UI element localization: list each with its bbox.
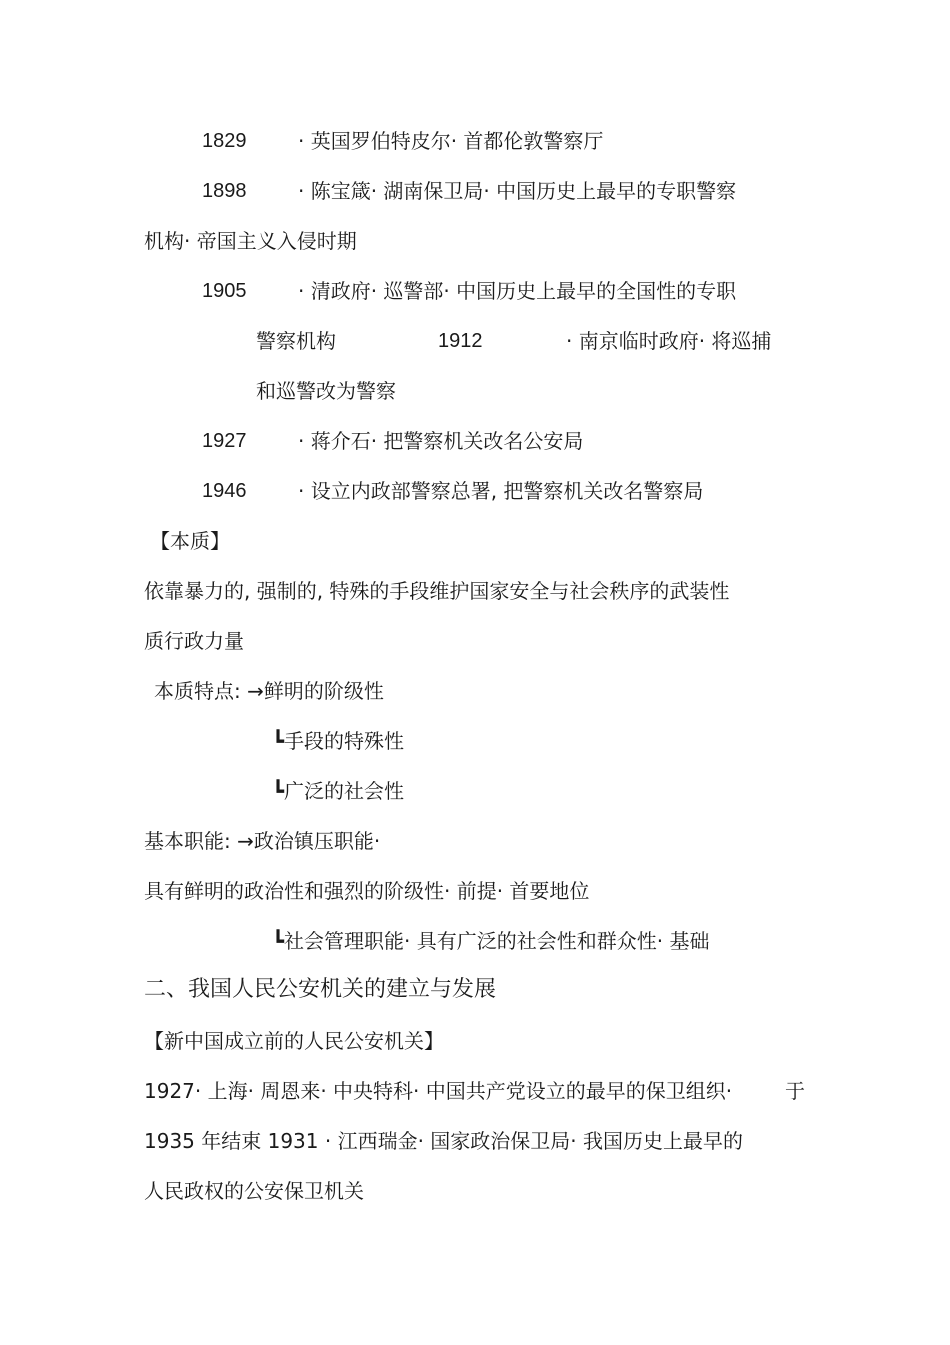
year-1829: 1829 — [202, 130, 247, 152]
nature-features-label: 本质特点: →鲜明的阶级性 — [154, 679, 384, 703]
nature-feature-2: ┗手段的特殊性 — [272, 729, 405, 753]
section-paragraph-1: 1927· 上海· 周恩来· 中央特科· 中国共产党设立的最早的保卫组织· — [144, 1079, 733, 1103]
timeline-entry-1898: · 陈宝箴· 湖南保卫局· 中国历史上最早的专职警察 — [298, 179, 737, 203]
section-paragraph-1-end: 于 — [785, 1079, 805, 1103]
year-1912: 1912 — [438, 330, 483, 352]
timeline-entry-1946: · 设立内政部警察总署, 把警察机关改名警察局 — [298, 479, 704, 503]
year-1927: 1927 — [202, 430, 247, 452]
timeline-entry-1898-cont: 机构· 帝国主义入侵时期 — [144, 229, 357, 253]
timeline-entry-1905-cont: 警察机构 — [256, 329, 336, 353]
function-political: 基本职能: →政治镇压职能· — [144, 829, 381, 853]
function-political-desc: 具有鲜明的政治性和强烈的阶级性· 前提· 首要地位 — [144, 879, 590, 903]
section-paragraph-2: 1935 年结束 1931 · 江西瑞金· 国家政治保卫局· 我国历史上最早的 — [144, 1129, 744, 1153]
section-subheading: 【新中国成立前的人民公安机关】 — [144, 1029, 444, 1053]
timeline-entry-1927: · 蒋介石· 把警察机关改名公安局 — [298, 429, 584, 453]
year-1898: 1898 — [202, 180, 247, 202]
nature-paragraph: 依靠暴力的, 强制的, 特殊的手段维护国家安全与社会秩序的武装性 — [144, 579, 730, 603]
timeline-entry-1905: · 清政府· 巡警部· 中国历史上最早的全国性的专职 — [298, 279, 737, 303]
section-paragraph-3: 人民政权的公安保卫机关 — [144, 1179, 364, 1203]
timeline-entry-1829: · 英国罗伯特皮尔· 首都伦敦警察厅 — [298, 129, 604, 153]
timeline-entry-1912-cont: 和巡警改为警察 — [256, 379, 396, 403]
nature-heading: 【本质】 — [150, 529, 230, 553]
nature-feature-3: ┗广泛的社会性 — [272, 779, 405, 803]
function-social: ┗社会管理职能· 具有广泛的社会性和群众性· 基础 — [272, 929, 710, 953]
nature-paragraph-cont: 质行政力量 — [144, 629, 244, 653]
year-1905: 1905 — [202, 280, 247, 302]
timeline-entry-1912: · 南京临时政府· 将巡捕 — [566, 329, 772, 353]
section-title: 二、我国人民公安机关的建立与发展 — [144, 977, 497, 1002]
year-1946: 1946 — [202, 480, 247, 502]
